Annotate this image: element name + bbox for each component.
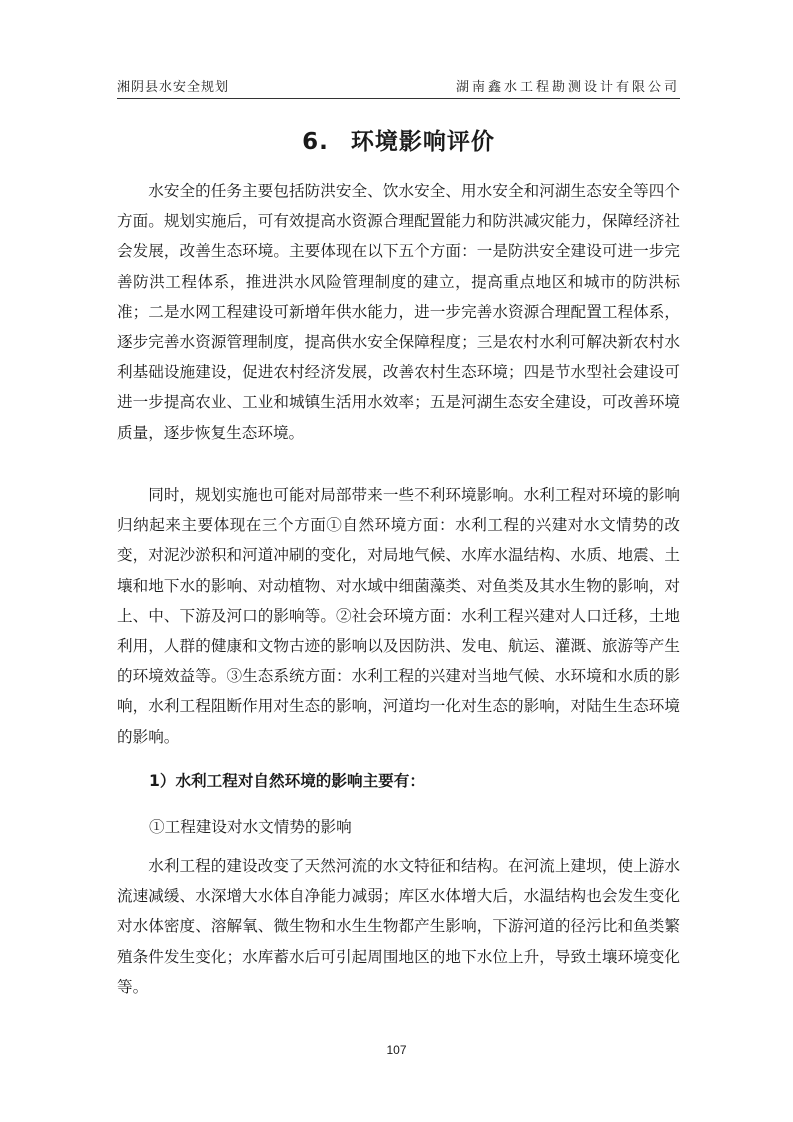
section-title-text: 环境影响评价	[350, 129, 495, 155]
section-title	[117, 123, 680, 156]
page-header	[117, 76, 680, 98]
paragraph-water-safety-overview: 水安全的任务主要包括防洪安全、饮水安全、用水安全和河湖生态安全等四个方面。规划实施后，可有效提高水资源合理配置能力和防洪减灾能力，保障经济社会发展，改善生态环境。主要体现在以下五个方面：一是防洪安全建设可进一步完善防洪工程体系，推进洪水风险管理制度的建立，提高重点地区和城市的防洪标准；二是水网工程建设可新增年供水能力，进一步完善水资源合理配置工程体系，逐步完善水资源管理制度，提高供水安全保障程度；三是农村水利可解决新农村水利基础设施建设，促进农村经济发展，改善农村生态环境；四是节水型社会建设可进一步提高农业、工业和城镇生活用水效率；五是河湖生态安全建设，可改善环境质量，逐步恢复生态环境。	[117, 182, 680, 442]
paragraph-hydrology-impact: 水利工程的建设改变了天然河流的水文特征和结构。在河流上建坝，使上游水流速减缓、水深增大水体自净能力减弱；库区水体增大后，水温结构也会发生变化对水体密度、溶解氧、微生物和水生生物都产生影响，下游河道的径污比和鱼类繁殖条件发生变化；水库蓄水后可引起周围地区的地下水位上升，导致土壤环境变化等。	[117, 857, 680, 996]
section-number: 6.	[302, 129, 329, 155]
subsection-subheading: ①工程建设对水文情势的影响	[149, 818, 352, 836]
subsection-heading: 1）水利工程对自然环境的影响主要有：	[149, 772, 425, 790]
page-number: 107	[386, 1043, 407, 1057]
header-divider	[117, 98, 680, 99]
header-company-name: 湖南鑫水工程勘测设计有限公司	[455, 80, 680, 95]
paragraph-adverse-impacts: 同时，规划实施也可能对局部带来一些不利环境影响。水利工程对环境的影响归纳起来主要体现在三个方面①自然环境方面：水利工程的兴建对水文情势的改变，对泥沙淤积和河道冲刷的变化，对局地气候、水库水温结构、水质、地震、土壤和地下水的影响、对动植物、对水域中细菌藻类、对鱼类及其水生物的影响，对上、中、下游及河口的影响等。②社会环境方面：水利工程兴建对人口迁移，土地利用，人群的健康和文物古迹的影响以及因防洪、发电、航运、灌溉、旅游等产生的环境效益等。③生态系统方面：水利工程的兴建对当地气候、水环境和水质的影响，水利工程阻断作用对生态的影响，河道均一化对生态的影响，对陆生生态环境的影响。	[117, 486, 680, 746]
header-document-title: 湘阴县水安全规划	[117, 80, 230, 95]
